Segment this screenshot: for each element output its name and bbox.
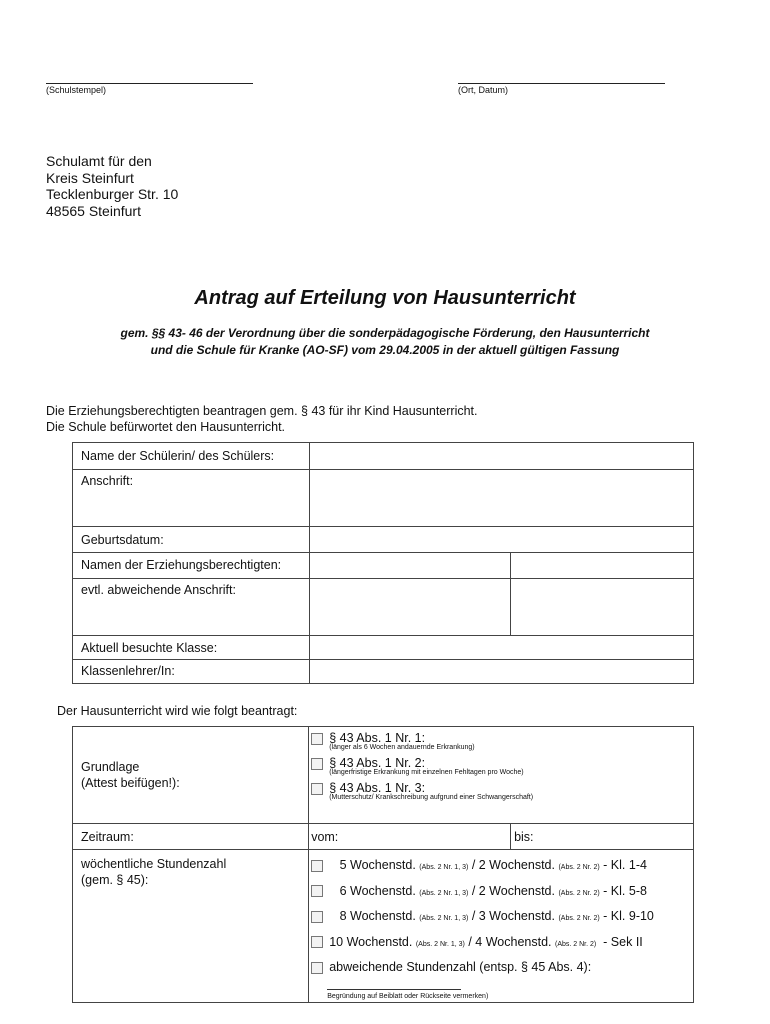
alt-address-1-field[interactable] [309, 579, 511, 636]
basis-label-line: (Attest beifügen!): [81, 776, 180, 790]
checkbox[interactable] [311, 783, 323, 795]
hours-option[interactable]: 8 Wochenstd. (Abs. 2 Nr. 1, 3) / 3 Wochenstd. (Abs. 2 Nr. 2) - Kl. 9-10 [311, 905, 693, 931]
address-field[interactable] [309, 470, 693, 527]
recipient-address [46, 153, 178, 219]
period-to-field[interactable]: bis: [511, 824, 694, 850]
hours-label [73, 850, 309, 1003]
subtitle-line: und die Schule für Kranke (AO-SF) vom 29.04.2005 in der aktuell gültigen Fassung [150, 343, 620, 357]
basis-option-2[interactable]: § 43 Abs. 1 Nr. 2: (längerfristige Erkrankung mit einzelnen Fehltagen pro Woche) [311, 756, 693, 776]
address-line: Tecklenburger Str. 10 [46, 186, 179, 202]
guardians-label: Namen der Erziehungsberechtigten: [73, 553, 310, 579]
address-line: Schulamt für den [46, 153, 152, 169]
intro-line: Die Schule befürwortet den Hausunterricht. [46, 420, 286, 434]
birthdate-field[interactable] [309, 527, 693, 553]
checkbox[interactable] [311, 758, 323, 770]
hours-option[interactable]: 5 Wochenstd. (Abs. 2 Nr. 1, 3) / 2 Wochenstd. (Abs. 2 Nr. 2) - Kl. 1-4 [311, 854, 693, 880]
intro-text [46, 403, 478, 435]
checkbox[interactable] [311, 911, 323, 923]
alt-address-2-field[interactable] [511, 579, 694, 636]
address-label: Anschrift: [73, 470, 310, 527]
justification-note: Begründung auf Beiblatt oder Rückseite vermerken) [327, 992, 489, 1000]
basis-label-line: Grundlage [81, 760, 140, 774]
basis-option-3[interactable]: § 43 Abs. 1 Nr. 3: (Mutterschutz/ Krankschreibung aufgrund einer Schwangerschaft) [311, 781, 693, 801]
period-label: Zeitraum: [73, 824, 309, 850]
checkbox[interactable] [311, 860, 323, 872]
hours-options [309, 850, 694, 1003]
document-title: Antrag auf Erteilung von Hausunterricht [194, 287, 576, 309]
hours-option[interactable]: 10 Wochenstd. (Abs. 2 Nr. 1, 3) / 4 Wochenstd. (Abs. 2 Nr. 2) - Sek II [311, 931, 693, 957]
checkbox[interactable] [311, 936, 323, 948]
checkbox[interactable] [311, 733, 323, 745]
class-label: Aktuell besuchte Klasse: [73, 636, 310, 660]
place-date-line [458, 83, 665, 84]
checkbox[interactable] [311, 962, 323, 974]
student-name-label: Name der Schülerin/ des Schülers: [73, 443, 310, 470]
intro-line: Die Erziehungsberechtigten beantragen gem. § 43 für ihr Kind Hausunterricht. [46, 404, 478, 418]
birthdate-label: Geburtsdatum: [73, 527, 310, 553]
checkbox[interactable] [311, 885, 323, 897]
alt-address-label: evtl. abweichende Anschrift: [73, 579, 310, 636]
guardian-1-field[interactable] [309, 553, 511, 579]
section-heading: Der Hausunterricht wird wie folgt beantragt: [57, 704, 298, 718]
stamp-line [46, 83, 253, 84]
subtitle-line: gem. §§ 43- 46 der Verordnung über die sonderpädagogische Förderung, den Hausunterricht [120, 326, 650, 340]
hours-option-deviating[interactable]: abweichende Stundenzahl (entsp. § 45 Abs. 4): [311, 956, 693, 979]
request-table [72, 726, 694, 1003]
guardian-2-field[interactable] [511, 553, 694, 579]
teacher-label: Klassenlehrer/In: [73, 660, 310, 684]
document-subtitle [0, 325, 770, 359]
address-line: Kreis Steinfurt [46, 169, 134, 186]
address-line: 48565 Steinfurt [46, 202, 141, 219]
place-date-label: (Ort, Datum) [458, 85, 509, 95]
hours-label-line: wöchentliche Stundenzahl [81, 857, 227, 871]
student-name-field[interactable] [309, 443, 693, 470]
basis-options [309, 727, 694, 824]
basis-option-1[interactable]: § 43 Abs. 1 Nr. 1: (länger als 6 Wochen andauernde Erkrankung) [311, 731, 693, 751]
basis-label [73, 727, 309, 824]
student-data-table [72, 442, 694, 684]
period-from-field[interactable]: vom: [309, 824, 511, 850]
hours-label-line: (gem. § 45): [81, 873, 149, 887]
stamp-label: (Schulstempel) [46, 85, 107, 95]
teacher-field[interactable] [309, 660, 693, 684]
class-field[interactable] [309, 636, 693, 660]
hours-option[interactable]: 6 Wochenstd. (Abs. 2 Nr. 1, 3) / 2 Wochenstd. (Abs. 2 Nr. 2) - Kl. 5-8 [311, 880, 693, 906]
